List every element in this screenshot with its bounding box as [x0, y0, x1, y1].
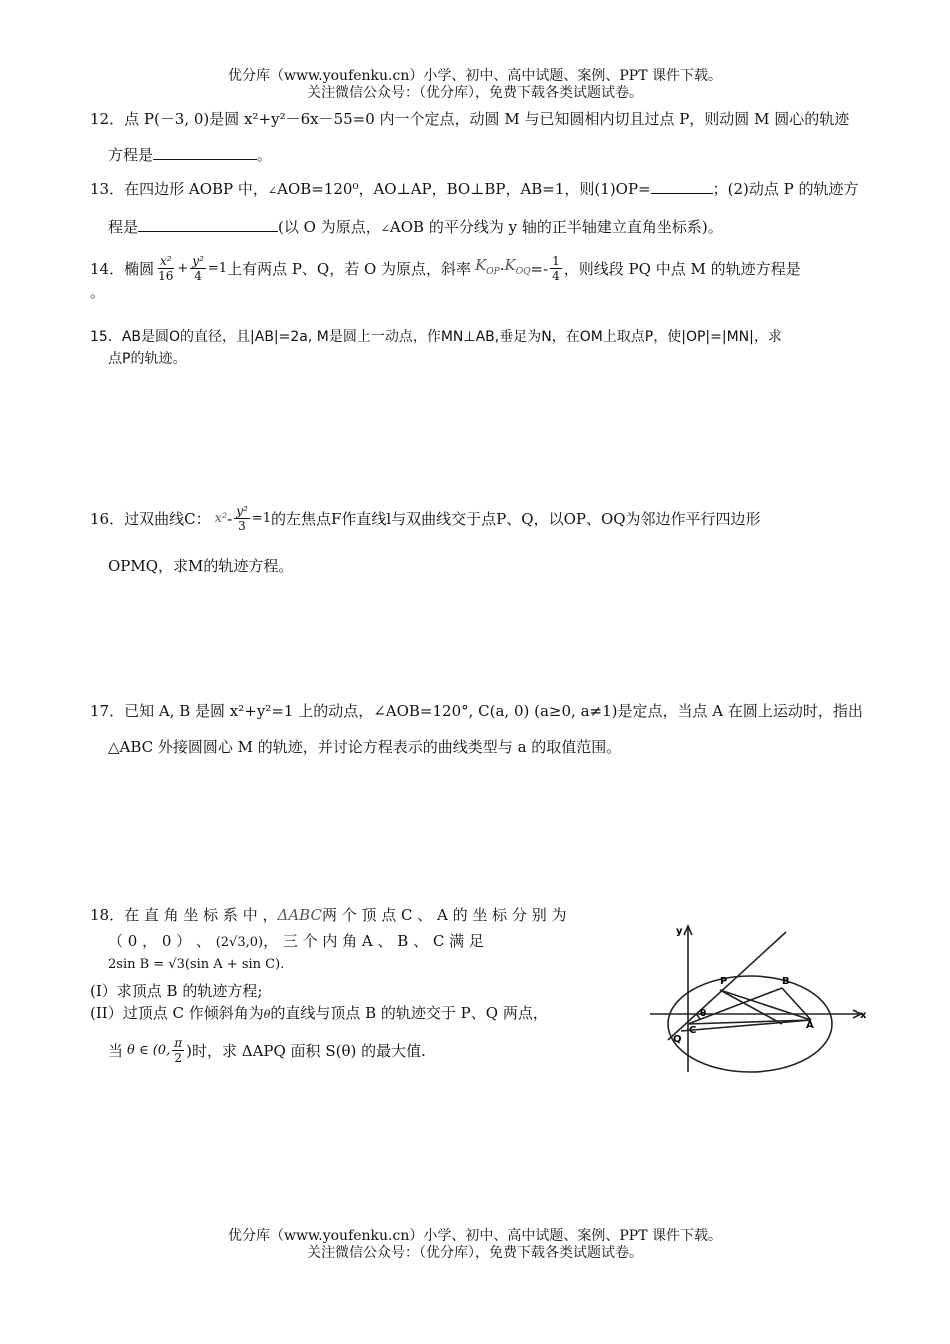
question-15: 15．AB是圆O的直径，且|AB|=2a, M是圆上一动点，作MN⊥AB,垂足为N，在OM上取点P，使|OP|=|MN|，求 点P的轨迹。 [90, 329, 782, 367]
fraction-x2-16: $\frac{\text{x²}}{16}$ [158, 254, 174, 283]
question-number: 18． [90, 906, 125, 924]
header-line-2: 关注微信公众号：（优分库），免费下载各类试题试卷。 [307, 85, 643, 101]
question-number: 15． [90, 329, 122, 345]
label-theta: θ [700, 1009, 707, 1019]
answer-blank-op [651, 179, 713, 194]
question-14: 14． 椭圆 $\frac{\text{x²}}{16}$ + $\frac{\text{y²}}{4}$ =1 上有两点 P、Q，若 O 为原点，斜率 $K_{OP}$ · $K_{OQ}$ =- $\frac{1}{4}$ ，则线段 PQ 中点 M 的轨迹方程是 。 [90, 254, 801, 301]
fraction-y2-3: $\frac{\text{y²}}{3}$ [236, 504, 248, 533]
label-y: y [676, 926, 683, 937]
label-b: B [782, 976, 790, 987]
angle-symbol: ∠ [267, 184, 278, 197]
answer-blank [153, 145, 257, 160]
question-number: 12． [90, 110, 125, 128]
question-number: 14． [90, 259, 125, 278]
label-a: A [806, 1020, 814, 1031]
fraction-1-4: $\frac{1}{4}$ [552, 254, 560, 283]
fraction-pi-2: $\frac{\pi}{2}$ [174, 1036, 183, 1065]
question-17: 17．已知 A, B 是圆 x²+y²=1 上的动点，∠AOB=120°, C(a, 0) (a≥0, a≠1)是定点，当点 A 在圆上运动时，指出 △ABC 外接圆圆心 M 的轨迹，并讨论方程表示的曲线类型与 a 的取值范围。 [90, 702, 863, 756]
footer-line-1: 优分库（www.youfenku.cn）小学、初中、高中试题、案例、PPT 课件下载。 [227, 1228, 722, 1244]
label-q: Q [673, 1034, 682, 1045]
ellipse-figure [648, 920, 870, 1080]
question-18: 18．在 直 角 坐 标 系 中 ，ΔABC两 个 顶 点 C 、 A 的 坐 标 分 别 为 （ 0 ， 0 ） 、 (2√3,0)， 三 个 内 角 A 、 B 、 C 满 足 2sin B = √3(sin A + sin C). (I）求顶点 B 的轨迹方程; (II）过顶点 C 作倾斜角为θ的直线与顶点 B 的轨迹交于 P、Q 两点， 当 θ ∈ (0, $\frac{\pi}{2}$ ) 时，求 ΔAPQ 面积 S(θ) 的最大值. [90, 906, 567, 1065]
question-text: 点 P(－3, 0)是圆 x²+y²－6x－55=0 内一个定点，动圆 M 与已知圆相内切且过点 P，则动圆 M 圆心的轨迹 [124, 110, 850, 128]
question-number: 16． [90, 509, 125, 528]
question-13: 13．在四边形 AOBP 中，∠AOB=120⁰，AO⊥AP，BO⊥BP，AB=1，则(1)OP= ；(2)动点 P 的轨迹方 程是 (以 O 为原点，∠AOB 的平分线为 y 轴的正半轴建立直角坐标系)。 [90, 180, 859, 236]
question-number: 17． [90, 702, 125, 720]
footer-line-2: 关注微信公众号：（优分库），免费下载各类试题试卷。 [307, 1245, 643, 1261]
question-number: 13． [90, 180, 125, 198]
header-line-1: 优分库（www.youfenku.cn）小学、初中、高中试题、案例、PPT 课件下载。 [227, 68, 722, 84]
fraction-y2-4: $\frac{\text{y²}}{4}$ [192, 254, 204, 283]
label-c: C [689, 1025, 697, 1036]
question-12: 12．点 P(－3, 0)是圆 x²+y²－6x－55=0 内一个定点，动圆 M 与已知圆相内切且过点 P，则动圆 M 圆心的轨迹 方程是 。 [90, 110, 850, 164]
page-header [0, 68, 950, 102]
page-footer [0, 1228, 950, 1262]
label-x: x [860, 1010, 867, 1021]
answer-blank-locus [138, 217, 278, 232]
question-16: 16． 过双曲线C： x² - $\frac{\text{y²}}{3}$ =1 的左焦点F作直线l与双曲线交于点P、Q，以OP、OQ为邻边作平行四边形 OPMQ，求M的轨迹方程。 [90, 504, 761, 575]
label-p: P [720, 976, 728, 987]
